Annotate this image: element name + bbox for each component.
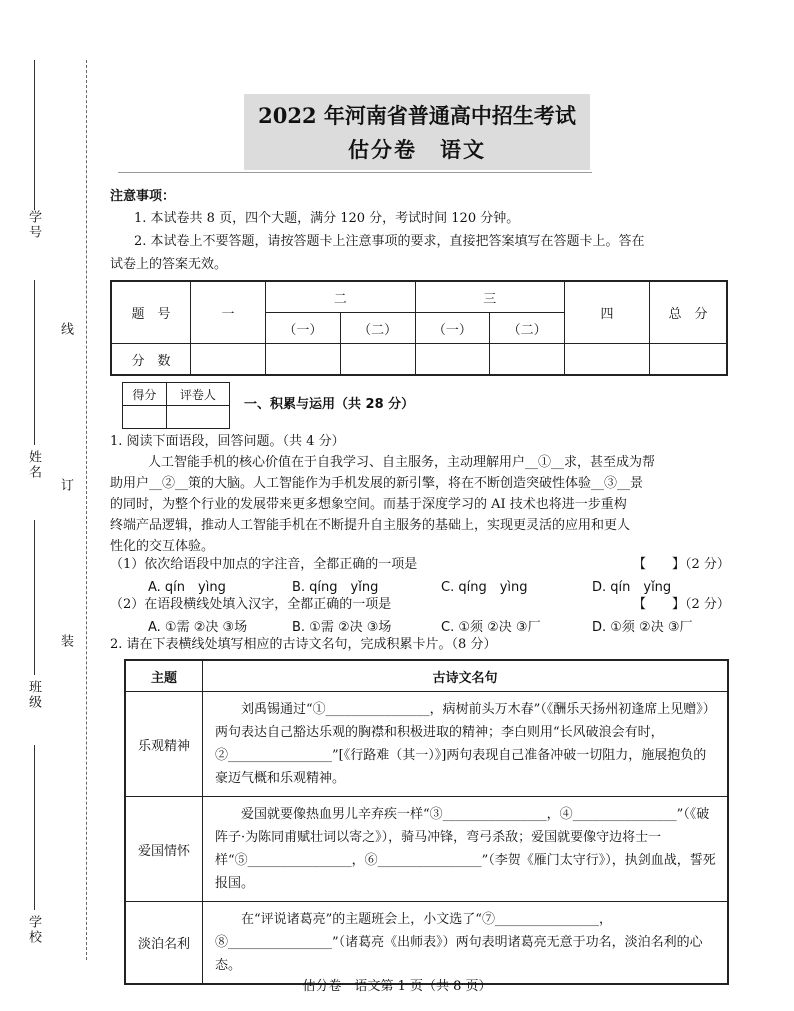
exam-title: 2022 年河南省普通高中招生考试 bbox=[258, 103, 576, 128]
score-table-col-1: 一 bbox=[191, 281, 266, 344]
q1-passage-line: 助用户__②__策的大脑。人工智能作为手机发展的新引擎，将在不断创造突破性体验__③__景 bbox=[110, 476, 644, 491]
grader-box bbox=[122, 382, 230, 429]
q1-passage-line: 终端产品逻辑，推动人工智能手机在不断提升自主服务的基础上，实现更灵活的应用和更人 bbox=[110, 518, 631, 533]
school-line[interactable] bbox=[34, 745, 35, 910]
grader-score-cell[interactable] bbox=[123, 406, 167, 429]
poem-text[interactable]: 在“评说诸葛亮”的主题班会上，小文选了“⑦________________，⑧________________”（诸葛亮《出师表》）两句表明诸葛亮无意于功名，淡泊名利的心态。 bbox=[203, 902, 729, 985]
binding-dashed-line bbox=[86, 60, 87, 960]
q1-sub2-option-b[interactable]: B. ①需 ②决 ③场 bbox=[292, 620, 392, 635]
poem-theme: 乐观精神 bbox=[125, 692, 203, 797]
exam-subtitle: 估分卷 语文 bbox=[348, 137, 486, 162]
q1-passage-line: 性化的交互体验。 bbox=[110, 539, 215, 554]
poem-card-table bbox=[124, 659, 729, 985]
q2-stem: 2. 请在下表横线处填写相应的古诗文名句，完成积累卡片。（8 分） bbox=[110, 637, 497, 652]
score-table-col-total: 总 分 bbox=[650, 281, 728, 344]
score-table-sub: （二） bbox=[340, 313, 415, 344]
q1-sub1-option-a[interactable]: A. qín yìng bbox=[148, 580, 226, 595]
student-id-line[interactable] bbox=[34, 60, 35, 210]
score-cell[interactable] bbox=[650, 344, 728, 376]
title-rule bbox=[118, 172, 592, 173]
q1-sub1-option-c[interactable]: C. qíng yìng bbox=[441, 580, 528, 595]
grader-score-label: 得分 bbox=[123, 383, 167, 406]
class-line[interactable] bbox=[34, 520, 35, 675]
cut-line-word: 线 bbox=[58, 322, 73, 337]
name-label: 姓名 bbox=[26, 450, 41, 480]
grader-name-label: 评卷人 bbox=[166, 383, 229, 406]
poem-col-theme: 主题 bbox=[125, 660, 203, 692]
poem-theme: 爱国情怀 bbox=[125, 797, 203, 902]
grader-name-cell[interactable] bbox=[166, 406, 229, 429]
score-cell[interactable] bbox=[565, 344, 650, 376]
score-table-sub: （二） bbox=[490, 313, 565, 344]
q1-sub1-option-d[interactable]: D. qín yǐng bbox=[592, 580, 672, 595]
poem-text[interactable]: 爱国就要像热血男儿辛弃疾一样“③________________，④________________”（《破阵子·为陈同甫赋壮词以寄之》），骑马冲锋，弯弓杀敌；爱国就要像守边将士一样“⑤________________，⑥________________”（李贺《雁门太守行》），执剑血战，誓死报国。 bbox=[203, 797, 729, 902]
score-table-sub: （一） bbox=[415, 313, 490, 344]
score-cell[interactable] bbox=[415, 344, 490, 376]
q1-stem: 1. 阅读下面语段，回答问题。（共 4 分） bbox=[110, 434, 345, 449]
notes-heading: 注意事项： bbox=[110, 189, 176, 204]
q1-passage-line: 人工智能手机的核心价值在于自我学习、自主服务，主动理解用户__①__求，甚至成为帮 bbox=[148, 455, 656, 470]
page-footer: 估分卷 语文第 1 页（共 8 页） bbox=[302, 979, 492, 994]
school-label: 学校 bbox=[26, 915, 41, 945]
score-table-col-2: 二 bbox=[266, 281, 416, 313]
title-banner bbox=[244, 94, 590, 170]
q1-sub2-option-a[interactable]: A. ①需 ②决 ③场 bbox=[148, 620, 248, 635]
student-id-label: 学号 bbox=[26, 210, 41, 240]
q1-sub2-option-c[interactable]: C. ①须 ②决 ③厂 bbox=[441, 620, 541, 635]
bind-word-zhuang: 装 bbox=[58, 634, 73, 649]
score-table bbox=[110, 280, 728, 376]
q1-sub1: （1）依次给语段中加点的字注音，全都正确的一项是 bbox=[110, 557, 418, 572]
q1-sub1-option-b[interactable]: B. qíng yǐng bbox=[292, 580, 379, 595]
score-table-sub: （一） bbox=[266, 313, 341, 344]
score-table-col-3: 三 bbox=[415, 281, 565, 313]
name-line[interactable] bbox=[34, 280, 35, 445]
section-title: 一、积累与运用（共 28 分） bbox=[244, 397, 415, 412]
note-item-1: 1. 本试卷共 8 页，四个大题，满分 120 分，考试时间 120 分钟。 bbox=[134, 211, 520, 226]
note-item-2: 2. 本试卷上不要答题，请按答题卡上注意事项的要求，直接把答案填写在答题卡上。答在 bbox=[134, 234, 645, 249]
note-item-2-cont: 试卷上的答案无效。 bbox=[110, 257, 228, 272]
q1-passage-line: 的同时，为整个行业的发展带来更多想象空间。而基于深度学习的 AI 技术也将进一步重构 bbox=[110, 497, 627, 512]
score-cell[interactable] bbox=[490, 344, 565, 376]
q1-sub1-bracket: 【 】（2 分） bbox=[633, 557, 730, 572]
q1-sub2-bracket: 【 】（2 分） bbox=[633, 597, 730, 612]
poem-col-lines: 古诗文名句 bbox=[203, 660, 729, 692]
bind-word-ding: 订 bbox=[58, 478, 73, 493]
q1-sub2: （2）在语段横线处填入汉字，全都正确的一项是 bbox=[110, 597, 392, 612]
poem-theme: 淡泊名利 bbox=[125, 902, 203, 985]
score-cell[interactable] bbox=[266, 344, 341, 376]
score-table-row-label: 分 数 bbox=[111, 344, 191, 376]
poem-text[interactable]: 刘禹锡通过“①________________，病树前头万木春”（《酬乐天扬州初逢席上见赠》）两句表达自己豁达乐观的胸襟和积极进取的精神；李白则用“长风破浪会有时，②________________”[《行路难（其一）》]两句表现自己准备冲破一切阻力，施展抱负的豪迈气概和乐观精神。 bbox=[203, 692, 729, 797]
q1-sub2-option-d[interactable]: D. ①须 ②决 ③厂 bbox=[592, 620, 693, 635]
score-cell[interactable] bbox=[191, 344, 266, 376]
score-table-header-item: 题 号 bbox=[111, 281, 191, 344]
class-label: 班级 bbox=[26, 680, 41, 710]
score-table-col-4: 四 bbox=[565, 281, 650, 344]
score-cell[interactable] bbox=[340, 344, 415, 376]
